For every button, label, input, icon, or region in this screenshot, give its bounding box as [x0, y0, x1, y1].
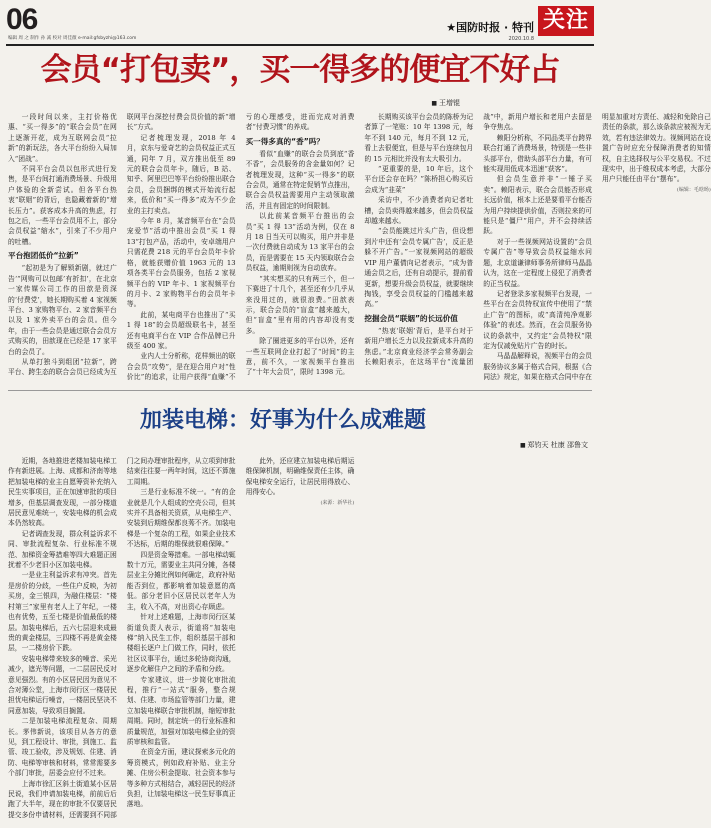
editor-meta-line: 编辑 周 之 制作 孙 减 校对 周佳薇 e-mail:gfsbyzhi@163.com: [8, 36, 137, 41]
subheading: 买一得多真的“香”吗？: [245, 136, 324, 146]
article1-byline: ■ 王增锟: [431, 98, 460, 108]
paragraph: 赖阳分析称，不同品类平台跨界联合打通了消费场景，特别是一些非头部平台，借助头部平台力量，有可能实现用低成本迅速“获客”。: [483, 133, 592, 174]
article2-body: [8, 456, 592, 822]
paragraph: 记者登录多家视频平台发现，一些平台在会员特权宣传中使用了“禁止广告”的图标，或“高清纯净观影体验”的表述。然而，在会员服务协议的条款中，又约定“会员特权”限定为仅减免贴片广告的时长。: [483, 289, 592, 350]
page-number: 06: [6, 3, 38, 36]
paragraph: 在资金方面，建议探索多元化的筹资模式，例如政府补贴、业主分摊、住房公积金提取、社会资本参与等多种方式相结合，减轻居民的经济负担，让加装电梯这一民生好事真正落地。: [126, 748, 236, 809]
paragraph: 但会员生意并非“一锤子买卖”。赖阳表示，联合会员能否形成长远价值，根本上还是要看平台能否为用户持续提供价值，否则拉来的可能只是“僵尸”用户，并不会持续活跃。: [483, 175, 592, 236]
paragraph: 二是加装电梯流程复杂、周期长。茅伟新说，该项目从各方的意见，到工程设计、审批，到施工、监管、竣工验收，涉及规划、住建、消防、电梯等审核和材料，常常需要多个部门审批，居委会应付不过来。: [8, 717, 117, 778]
paragraph: 近期，各地推进老楼加装电梯工作有新进展。上海、成都和济南等地把加装电梯的业主自愿筹资补充纳入民生实事项目，正在加速审批的项目增多，但基层调查发现，一部分楼道居民意见难统一，安装电梯的机会成本仍然较高。: [8, 457, 117, 528]
subheading: 挖掘会员“联姻”的长远价值: [364, 313, 458, 323]
masthead: ★国防时报 · 特刊: [446, 21, 534, 34]
paragraph: 记者调查发现，群众利益诉求不同、审批流程复杂、行业标准不规范、加梯资金筹措难等四大难题正困扰着不少老旧小区加装电梯。: [8, 529, 117, 570]
paragraph: 对于一些视频网站设置的“会员专属广告”等导致会员权益缩水问题，北京道谦律师事务所律师马晶晶认为，这在一定程度上侵犯了消费者的正当权益。: [483, 237, 592, 288]
paragraph: 针对上述难题，上海市闵行区某街道负责人表示，街道将“加装电梯”纳入民生工作，组织基层干部和楼组长逐户上门做工作，同时，依托社区议事平台，通过多轮协商沟通，逐步化解住户之间的矛盾和分歧。: [126, 613, 236, 674]
editor-note: (来源：新华社): [320, 499, 355, 506]
paragraph: 采访中，不少消费者向记者吐槽，会员卖得越来越多，但会员权益却越来越水。: [364, 196, 474, 226]
paragraph: 一是业主利益诉求有冲突。首先是房价的分歧，一些住户反映，为初买房，金三银四，为融住楼层：“楼村第三”家里有老人上了年纪，一楼也有优势，五至七楼是价值最低的楼层。加装电梯后，五六七层迎来成最贵的黄金楼层，三四楼不再是黄金楼层，一二楼房价下跌。: [8, 571, 117, 653]
paragraph: 记者梳理发现，2018 年 4 月，京东与爱奇艺的会员权益正式互通，同年 7 月，双方推出低至 89 元的联合会员年卡，随后，B 站、知乎、阿里巴巴等平台纷纷推出联合会员，会员捆绑的模式开始流行起来，低价和“买一得多”成为不少企业的主打卖点。: [126, 133, 236, 215]
paragraph: 此前，某电商平台也推出了“买 1 得 18”的会员超级联名卡，甚至还有电商平台在 VIP 合作品牌已升级至 400 家。: [126, 310, 236, 350]
paragraph: 上海市徐汇区斜土街道某小区居民说，我们申请加装电梯，前前后后跑了大半年，现在的审批不仅要居民提交多份申请材料，还需要到不同部门之间办理审批程序，从立项到审批结束往往要一两年时间，这还不算施工周期。: [8, 457, 236, 819]
paragraph: 马晶晶解释说，视频平台的会员服务协议多属于格式合同，根据《合同法》规定，如果在格式合同中存在明显加重对方责任、减轻和免除自己责任的条款，那么该条款应被视为无效，若有违法律效力。视频网站在设置广告时应充分保障消费者的知情权，自主选择权与公平交易权。不过现实中，出于维权成本考虑，大部分用户只能任由平台“摆布”。: [483, 113, 711, 382]
article2-title: 加装电梯：好事为什么成难题: [140, 408, 427, 433]
paragraph: “其实想买的只有两三个，但一下赛进了十几个，甚至还有少几乎从来没用过的，就很浪费。”田歆表示，联合会员的“盲盒”越来越大，但“盲盒”里有用的内容却没有变多。: [245, 274, 355, 335]
article1-body: [8, 112, 711, 384]
paragraph: “热衷‘联姻’背后，是平台对于新用户增长乏力以及拉新成本升高的焦虑。”北京商业经济学会常务副会长赖阳表示，在这场平台“流量团战”中，新用户增长和老用户去留是争夺焦点。: [364, 113, 592, 366]
article1-title: 会员“打包卖”，买一得多的便宜不好占: [40, 52, 560, 88]
paragraph: “起初是为了解锁新剧，就过广告‘“网购可以包邮’有折扣’，在北京一家传媒公司工作的田歆是资深的‘付费党’，她长期购买着 4 家视频平台、3 家购物平台、2 家音频平台以及 1 家外卖平台的会员。但今年，由于一些会员是通过联合会员方式购买的，田歆现在已经是 17 家平台的会员了。: [8, 264, 117, 356]
section-badge: 关注: [538, 6, 594, 36]
paragraph: 长期购买该平台会员的陈桥为记者算了一笔账：10 年 1398 元，每年不到 140 元，每月不到 12 元，看上去很便宜，但是与平台连续包月的 15 元相比并没有太大吸引力。: [364, 113, 474, 163]
paragraph: “会员能跳过片头广告，但设想到片中还有‘会员专属广告’，反正是躲不开广告。”一家视频网站的超级 VIP 用户董倩向记者表示，“成为普通会员之后，还有自动提示，提前看更新，想要升级会员权益，就要继续掏钱，享受会员权益的门槛越来越高。”: [364, 227, 474, 309]
paragraph: 专家建议，进一步简化审批流程，推行“一站式”服务，整合规划、住建、市场监管等部门力量，建立加装电梯联合审批机制，缩短审批周期。同时，制定统一的行业标准和质量规范，加强对加装电梯企业的资质审核和监管。: [126, 675, 236, 746]
article2-byline: ■ 郑钧天 杜康 邵鲁文: [520, 440, 588, 450]
paragraph: “更重要的是，10 年后，这个平台还会存在吗？”陈桥担心购买后会成为“韭菜”: [364, 165, 474, 194]
paragraph: 四是资金筹措难。一部电梯动辄数十万元，需要业主共同分摊，各楼层业主分摊比例如何确定，政府补贴能否到位，都影响着加装意愿的高低。部分老旧小区居民以老年人为主，收入不高，对出资心存顾虑。: [126, 550, 236, 611]
paragraph: 今年 8 月，某音频平台在“会员宠爱节”活动中推出会员“买 1 得 13”打包产品，活动中，安卓端用户只需花费 218 元的平台会员年卡价格，就能获赠价值 1963 元的 13 项各类平台会员服务，包括 2 家视频平台的 VIP 年卡、1 家视频平台的月卡、2 家购物平台的会员年卡等。: [126, 217, 236, 309]
paragraph: 三是行业标准不统一。“有的企业就是几个人组成的空壳公司，但其实并不具备相关资质，从电梯生产、安装到后期维保都良莠不齐。加装电梯是一个复杂的工程，如果企业技术不达标，后期的维保就很难保障。”: [126, 488, 236, 549]
paragraph: 此外，还应建立加装电梯后期运维保障机制，明确维保责任主体，确保电梯安全运行，让居民用得放心、用得安心。: [245, 457, 355, 497]
paragraph: 业内人士分析称，花样频出的联合会员“攻势”，是在迎合用户对“性价比”的追求，让用户获得“血赚”不亏的心理感受，进而完成对消费者“付费习惯”的养成。: [126, 113, 355, 382]
paragraph: 一段时间以来，主打价格优惠、“买一得多”的“联合会员”在网上逐渐开花，成为互联网会员“拉新”的新玩法，各大平台纷纷入局加入“团战”。: [8, 113, 117, 163]
header-rule: [6, 44, 594, 46]
paragraph: 安装电梯带来较多的噪音、采光减少，遮光等问题，一二层居民反对意见强烈。有的小区居民因为意见不合对簿公堂，上海市闵行区一楼居民担忧电梯运行噪音，一楼居民坚决不同意加装，导致项目搁置。: [8, 654, 117, 715]
page-header: [6, 4, 594, 44]
editor-note: (编辑：毛晗旸): [676, 186, 711, 193]
article-separator: [8, 390, 592, 391]
issue-date: 2020.10.8: [508, 36, 534, 42]
paragraph: 不同平台会员以包形式进行发售，是平台间打通消费场景、升级用户体验的全新尝试。但各平台热衷“联姻”的背后，也隐藏着新的“增长压力”。获客成本升高的焦虑，打包之后，一些平台会员用不上，部分会员权益“缩水”，引来了不少用户的吐槽。: [8, 165, 117, 246]
subheading: 平台抱团低价“拉新”: [8, 251, 79, 261]
paragraph: 以此前某音频平台推出的会员“买 1 得 13”活动为例，仅在 8 月 18 日当天可以购买，用户并非是一次付费就自动成为 13 家平台的会员，而是需要在 15 天内领取联合会员权益，逾期则视为自动放弃。: [245, 212, 355, 273]
paragraph: 除了圈进更多的平台以外，还有一些互联网企业打起了“时间”的主意，前不久，一家视频平台推出了“十年大会员”，限时 1398 元。: [245, 337, 355, 377]
paragraph: 从单打独斗到组团“拉新”，跨平台、跨生态的联合会员已经成为互联网平台深挖付费会员价值的新“增长”方式。: [8, 113, 236, 377]
paragraph: 看似“血赚”的联合会员到底“香不香”，会员服务的含金量如何？记者梳理发现，这种“买一得多”的联合会员，通常在特定促销节点推出，联合会员权益需要用户主动领取激活，并且有固定的时间限制。: [245, 149, 355, 210]
